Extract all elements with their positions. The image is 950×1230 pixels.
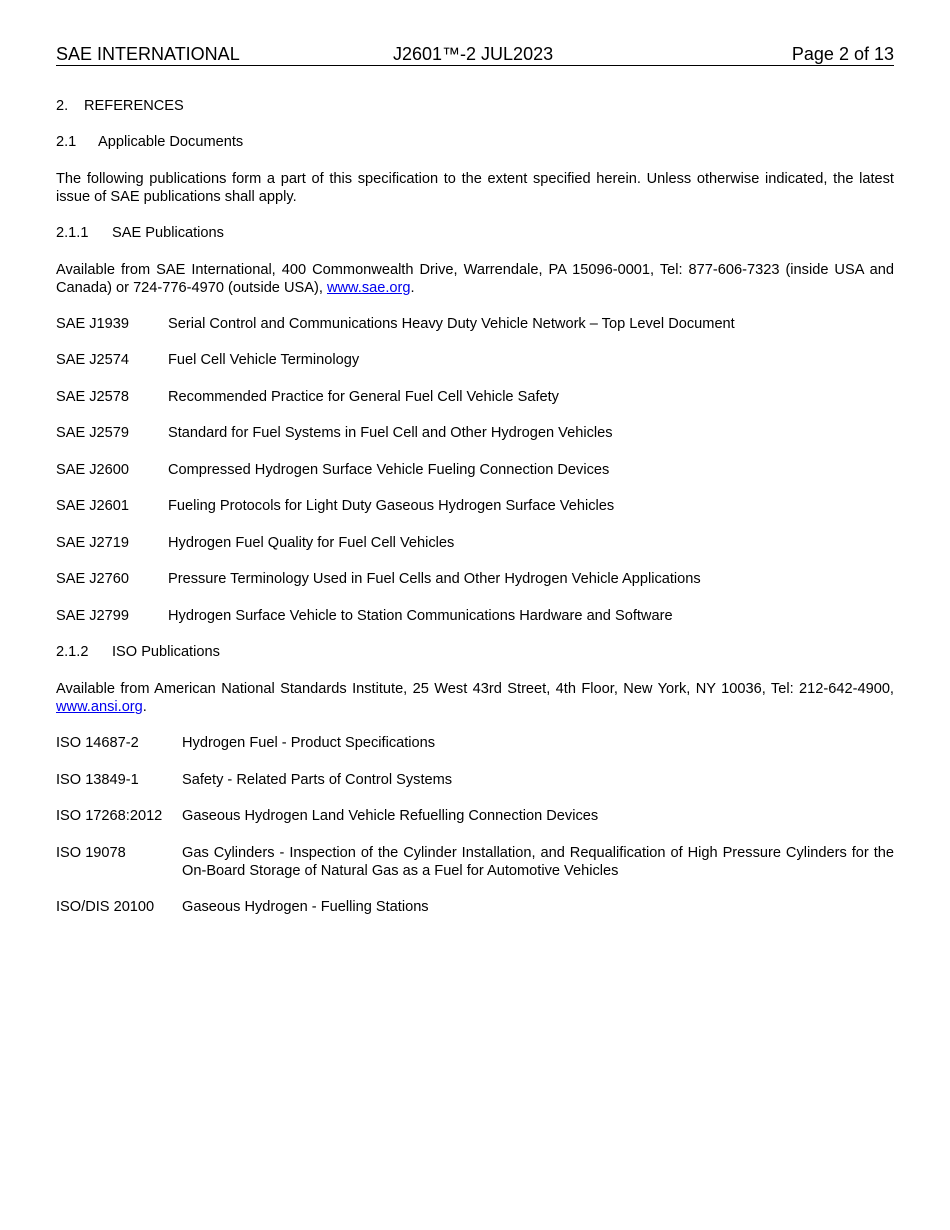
reference-title: Hydrogen Fuel - Product Specifications [182,735,436,751]
sae-link-suffix: . [410,280,415,296]
reference-code: ISO/DIS 20100 [56,899,155,915]
reference-title: Gaseous Hydrogen - Fuelling Stations [182,899,429,915]
section-number: 2. [56,98,69,114]
subsection-title: Applicable Documents [98,134,244,150]
reference-code: SAE J2719 [56,535,130,551]
reference-code: SAE J2579 [56,425,130,441]
reference-title: Serial Control and Communications Heavy Duty Vehicle Network – Top Level Document [168,316,735,332]
iso-availability-text: Available from American National Standards Institute, 25 West 43rd Street, 4th Floor, New York, NY 10036, Tel: 212-642-4900, [56,681,894,697]
section-heading-references [56,97,894,115]
reference-code: SAE J2578 [56,389,130,405]
reference-entry [56,351,894,369]
iso-link-suffix: . [142,699,147,715]
reference-title: Standard for Fuel Systems in Fuel Cell and Other Hydrogen Vehicles [168,425,613,441]
subsection-number: 2.1.1 [56,225,89,241]
reference-code: SAE J2601 [56,498,130,514]
reference-title: Pressure Terminology Used in Fuel Cells and Other Hydrogen Vehicle Applications [168,571,701,587]
reference-entry [56,534,894,552]
reference-title: Hydrogen Fuel Quality for Fuel Cell Vehicles [168,535,455,551]
reference-title: Gas Cylinders - Inspection of the Cylinder Installation, and Requalification of High Pressure Cylinders for the On-Board Storage of Natural Gas as a Fuel for Automotive Vehicles [182,845,894,879]
reference-entry [56,844,894,880]
reference-title: Gaseous Hydrogen Land Vehicle Refuelling Connection Devices [182,808,599,824]
reference-title: Recommended Practice for General Fuel Cell Vehicle Safety [168,389,559,405]
applicable-documents-paragraph: The following publications form a part of this specification to the extent specified herein. Unless otherwise indicated, the latest issue of SAE publications shall apply. [56,171,894,205]
subsection-number: 2.1 [56,134,77,150]
reference-code: ISO 14687-2 [56,735,139,751]
subsection-heading-iso-publications [56,643,894,661]
subsection-heading-applicable-documents [56,133,894,151]
reference-code: ISO 13849-1 [56,772,139,788]
reference-title: Fuel Cell Vehicle Terminology [168,352,360,368]
header-organization: SAE INTERNATIONAL [56,44,240,64]
reference-code: SAE J2600 [56,462,130,478]
reference-entry [56,607,894,625]
reference-entry [56,461,894,479]
sae-website-link[interactable]: www.sae.org [326,280,411,296]
reference-code: SAE J1939 [56,316,130,332]
section-title: REFERENCES [84,98,184,114]
reference-code: SAE J2574 [56,352,130,368]
reference-code: SAE J2799 [56,608,130,624]
subsection-title: ISO Publications [112,644,220,660]
reference-title: Compressed Hydrogen Surface Vehicle Fueling Connection Devices [168,462,610,478]
header-page-number: Page 2 of 13 [791,44,894,64]
reference-title: Safety - Related Parts of Control Systems [182,772,453,788]
iso-availability-paragraph [56,680,894,716]
reference-code: ISO 17268:2012 [56,808,163,824]
reference-code: ISO 19078 [56,845,126,861]
reference-title: Fueling Protocols for Light Duty Gaseous Hydrogen Surface Vehicles [168,498,615,514]
page-header [56,44,894,66]
reference-entry [56,497,894,515]
sae-availability-paragraph [56,261,894,297]
subsection-number: 2.1.2 [56,644,89,660]
sae-availability-text: Available from SAE International, 400 Commonwealth Drive, Warrendale, PA 15096-0001, Tel: 877-606-7323 (inside USA and Canada) or 724-776-4970 (outside USA), [56,262,894,296]
ansi-website-link[interactable]: www.ansi.org [56,699,143,715]
reference-entry [56,570,894,588]
reference-code: SAE J2760 [56,571,130,587]
reference-entry [56,734,894,752]
reference-title: Hydrogen Surface Vehicle to Station Communications Hardware and Software [168,608,673,624]
reference-entry [56,315,894,333]
reference-entry [56,424,894,442]
reference-entry [56,807,894,825]
header-document-id: J2601™-2 JUL2023 [393,44,554,64]
subsection-title: SAE Publications [112,225,224,241]
subsection-heading-sae-publications [56,224,894,242]
reference-entry [56,388,894,406]
reference-entry [56,898,894,916]
reference-entry [56,771,894,789]
